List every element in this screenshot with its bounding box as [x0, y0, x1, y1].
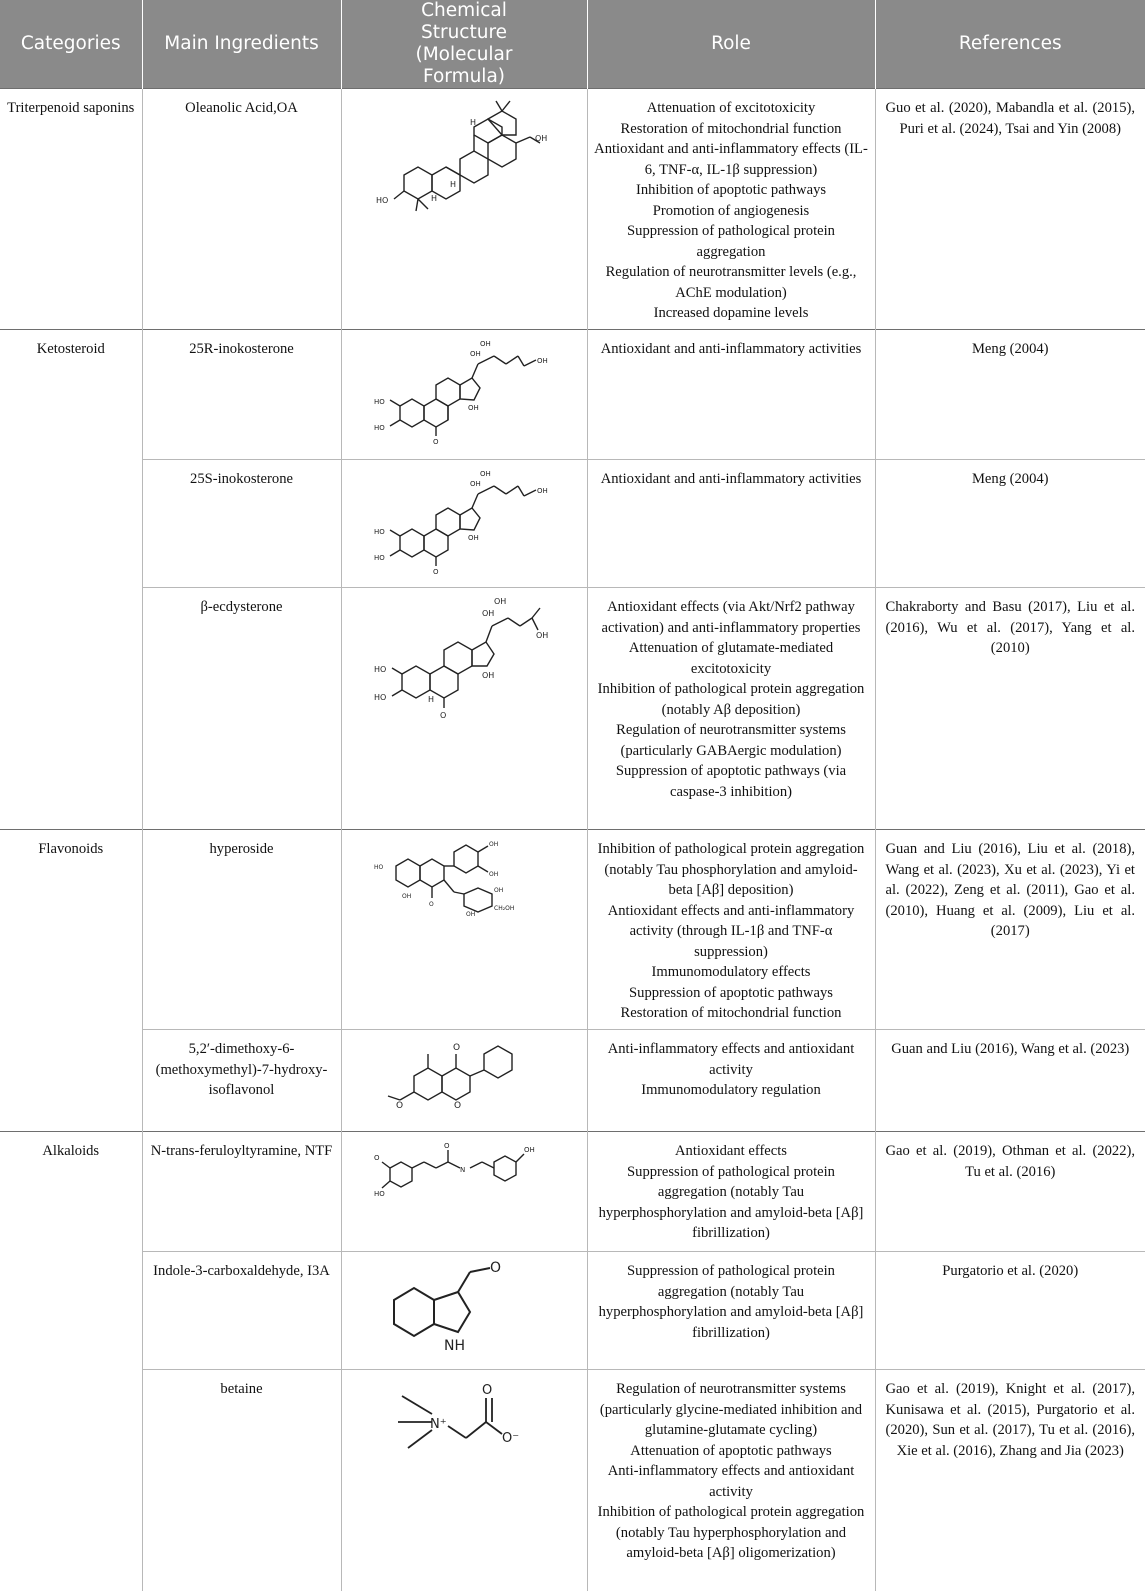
category-triterpenoid: Triterpenoid saponins — [0, 89, 142, 330]
svg-text:O: O — [433, 438, 439, 444]
svg-text:O: O — [374, 1154, 380, 1162]
indole-3-carboxaldehyde-structure — [341, 1252, 587, 1370]
svg-text:OH: OH — [470, 480, 481, 488]
svg-text:H: H — [470, 118, 477, 127]
references-cell: Gao et al. (2019), Knight et al. (2017), Kunisawa et al. (2015), Purgatorio et al. (2020), Sun et al. (2017), Tu et al. (2016), Xie et al. (2016), Zhang and Jia (2023) — [875, 1370, 1145, 1591]
ingredient-name: 25R-inokosterone — [142, 330, 341, 460]
svg-text:N⁺: N⁺ — [430, 1417, 447, 1432]
svg-text:HO: HO — [374, 424, 385, 432]
ingredient-name: β-ecdysterone — [142, 588, 341, 830]
ingredient-name: betaine — [142, 1370, 341, 1591]
oleanolic-acid-structure — [341, 89, 587, 330]
table-row — [0, 1030, 1145, 1132]
references-cell: Gao et al. (2019), Othman et al. (2022), Tu et al. (2016) — [875, 1132, 1145, 1252]
table-row — [0, 1370, 1145, 1591]
svg-text:OH: OH — [402, 893, 412, 900]
svg-text:OH: OH — [482, 609, 495, 618]
svg-text:O: O — [453, 1043, 461, 1053]
header-row — [0, 0, 1145, 89]
role-cell: Regulation of neurotransmitter systems (particularly glycine-mediated inhibition and glutamine-glutamate cycling) Attenuation of apoptotic pathways Anti-inflammatory effects and antioxidant activity Inhibition of pathological protein aggregation (notably Tau hyperphosphorylation and amyloid-beta [Aβ] oligomerization) — [587, 1370, 875, 1591]
role-cell: Anti-inflammatory effects and antioxidant activity Immunomodulatory regulation — [587, 1030, 875, 1132]
svg-text:HO: HO — [374, 398, 385, 406]
table-row — [0, 330, 1145, 460]
svg-text:HO: HO — [374, 693, 387, 702]
header-chemical-structure: Chemical Structure (Molecular Formula) — [341, 0, 587, 89]
25r-inokosterone-structure — [341, 330, 587, 460]
ingredient-name: N-trans-feruloyltyramine, NTF — [142, 1132, 341, 1252]
header-references: References — [875, 0, 1145, 89]
svg-text:O: O — [454, 1101, 462, 1111]
table-row — [0, 1252, 1145, 1370]
role-cell: Antioxidant and anti-inflammatory activities — [587, 460, 875, 588]
role-cell: Antioxidant effects (via Akt/Nrf2 pathway activation) and anti-inflammatory properties Attenuation of glutamate-mediated excitotoxicity Inhibition of pathological protein aggregation (notably Aβ deposition) Regulation of neurotransmitter systems (particularly GABAergic modulation) Suppression of apoptotic pathways (via caspase-3 inhibition) — [587, 588, 875, 830]
beta-ecdysterone-structure — [341, 588, 587, 830]
svg-text:OH: OH — [489, 871, 499, 878]
header-categories: Categories — [0, 0, 142, 89]
table-row — [0, 1132, 1145, 1252]
svg-text:OH: OH — [494, 887, 504, 894]
ingredient-name: 25S-inokosterone — [142, 460, 341, 588]
svg-text:N: N — [460, 1166, 466, 1174]
header-role: Role — [587, 0, 875, 89]
ingredient-name: 5,2′-dimethoxy-6-(methoxymethyl)-7-hydroxy-isoflavonol — [142, 1030, 341, 1132]
ingredient-name: hyperoside — [142, 830, 341, 1030]
svg-text:O: O — [490, 1260, 502, 1276]
references-cell: Guan and Liu (2016), Wang et al. (2023) — [875, 1030, 1145, 1132]
isoflavonol-structure — [341, 1030, 587, 1132]
ingredient-name: Indole-3-carboxaldehyde, I3A — [142, 1252, 341, 1370]
svg-text:OH: OH — [468, 534, 479, 542]
references-cell: Chakraborty and Basu (2017), Liu et al. (2016), Wu et al. (2017), Yang et al. (2010) — [875, 588, 1145, 830]
svg-text:O: O — [444, 1142, 450, 1150]
references-cell: Meng (2004) — [875, 330, 1145, 460]
svg-text:OH: OH — [482, 671, 495, 680]
svg-text:OH: OH — [537, 487, 548, 495]
table-row — [0, 588, 1145, 830]
svg-text:OH: OH — [468, 404, 479, 412]
svg-text:HO: HO — [374, 864, 384, 871]
role-cell: Suppression of pathological protein aggregation (notably Tau hyperphosphorylation and amyloid-beta [Aβ] fibrillization) — [587, 1252, 875, 1370]
svg-text:OH: OH — [480, 470, 491, 478]
svg-text:CH₂OH: CH₂OH — [494, 905, 515, 912]
svg-text:O: O — [396, 1101, 404, 1111]
svg-text:OH: OH — [494, 597, 507, 606]
svg-text:OH: OH — [470, 350, 481, 358]
svg-text:H: H — [431, 194, 438, 203]
references-cell: Meng (2004) — [875, 460, 1145, 588]
svg-text:H: H — [428, 695, 435, 704]
references-cell: Guo et al. (2020), Mabandla et al. (2015), Puri et al. (2024), Tsai and Yin (2008) — [875, 89, 1145, 330]
svg-text:OH: OH — [524, 1146, 535, 1154]
svg-text:OH: OH — [535, 134, 548, 143]
svg-text:OH: OH — [466, 911, 476, 916]
hyperoside-structure — [341, 830, 587, 1030]
svg-text:HO: HO — [374, 528, 385, 536]
ingredient-name: Oleanolic Acid,OA — [142, 89, 341, 330]
svg-text:OH: OH — [536, 631, 549, 640]
svg-text:OH: OH — [489, 841, 499, 848]
svg-text:HO: HO — [374, 554, 385, 562]
references-cell: Guan and Liu (2016), Liu et al. (2018), Wang et al. (2023), Xu et al. (2023), Yi et al. (2022), Zeng et al. (2011), Gao et al. (2010), Huang et al. (2009), Liu et al. (2017) — [875, 830, 1145, 1030]
svg-text:O⁻: O⁻ — [502, 1431, 520, 1446]
category-alkaloids: Alkaloids — [0, 1132, 142, 1591]
25s-inokosterone-structure — [341, 460, 587, 588]
svg-text:H: H — [450, 180, 457, 189]
header-main-ingredients: Main Ingredients — [142, 0, 341, 89]
svg-text:O: O — [440, 711, 447, 719]
svg-text:HO: HO — [376, 196, 389, 205]
svg-text:OH: OH — [537, 357, 548, 365]
category-ketosteroid: Ketosteroid — [0, 330, 142, 830]
role-cell: Attenuation of excitotoxicity Restoration of mitochondrial function Antioxidant and anti-inflammatory effects (IL-6, TNF-α, IL-1β suppression) Inhibition of apoptotic pathways Promotion of angiogenesis Suppression of pathological protein aggregation Regulation of neurotransmitter levels (e.g., AChE modulation) Increased dopamine levels — [587, 89, 875, 330]
svg-text:NH: NH — [444, 1338, 465, 1354]
svg-text:OH: OH — [480, 340, 491, 348]
svg-text:O: O — [429, 901, 434, 908]
svg-text:O: O — [482, 1383, 493, 1398]
betaine-structure — [341, 1370, 587, 1591]
svg-text:O: O — [433, 568, 439, 574]
role-cell: Antioxidant and anti-inflammatory activities — [587, 330, 875, 460]
table-row — [0, 830, 1145, 1030]
references-cell: Purgatorio et al. (2020) — [875, 1252, 1145, 1370]
table-row — [0, 89, 1145, 330]
category-flavonoids: Flavonoids — [0, 830, 142, 1132]
role-cell: Inhibition of pathological protein aggregation (notably Tau phosphorylation and amyloid-beta [Aβ] deposition) Antioxidant effects and anti-inflammatory activity (through IL-1β and TNF-α suppression) Immunomodulatory effects Suppression of apoptotic pathways Restoration of mitochondrial function — [587, 830, 875, 1030]
feruloyltyramine-structure — [341, 1132, 587, 1252]
role-cell: Antioxidant effects Suppression of pathological protein aggregation (notably Tau hyperphosphorylation and amyloid-beta [Aβ] fibrillization) — [587, 1132, 875, 1252]
table-row — [0, 460, 1145, 588]
svg-text:HO: HO — [374, 1190, 385, 1198]
svg-text:HO: HO — [374, 665, 387, 674]
